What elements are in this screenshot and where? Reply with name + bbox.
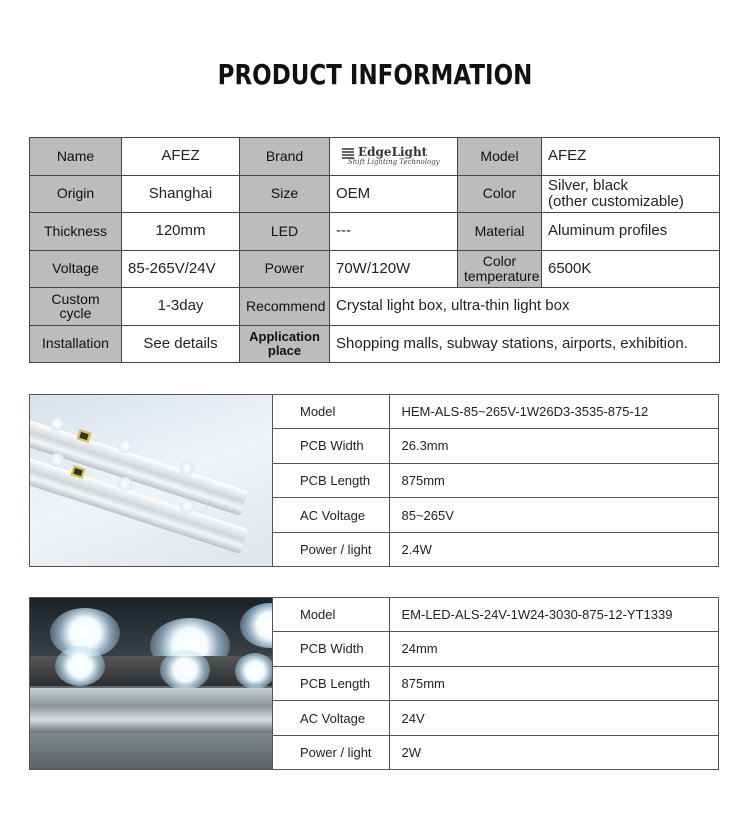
- color-temperature-label: [458, 250, 542, 288]
- spec-value: 85~265V: [389, 498, 718, 533]
- table-row: [273, 598, 718, 632]
- name-label: Name: [30, 138, 122, 176]
- installation-value: See details: [122, 325, 240, 363]
- spec-value: EM-LED-ALS-24V-1W24-3030-875-12-YT1339: [389, 598, 718, 632]
- spec-value: 26.3mm: [389, 429, 718, 464]
- table-row: [273, 429, 718, 464]
- spec-key: PCB Width: [273, 429, 389, 464]
- product-2-photo: [30, 598, 273, 769]
- table-row: [273, 498, 718, 533]
- table-row: [30, 288, 720, 326]
- table-row: [30, 250, 720, 288]
- power-value: 70W/120W: [330, 250, 458, 288]
- application-label-line-2: place: [267, 342, 302, 358]
- thickness-value: 120mm: [122, 213, 240, 251]
- spec-value: HEM-ALS-85~265V-1W26D3-3535-875-12: [389, 395, 718, 429]
- product-1-spec-table: [273, 395, 718, 566]
- color-temp-label-line-1: Color: [482, 253, 517, 270]
- spec-value: 2W: [401, 744, 421, 760]
- spec-key: PCB Width: [273, 632, 389, 667]
- origin-label: Origin: [30, 175, 122, 213]
- spec-key: AC Voltage: [273, 701, 389, 736]
- spec-key: Power / light: [273, 532, 389, 566]
- spec-key: PCB Length: [273, 463, 389, 498]
- voltage-label: Voltage: [30, 250, 122, 288]
- table-row: [273, 632, 718, 667]
- color-label: Color: [458, 175, 542, 213]
- installation-label: Installation: [30, 325, 122, 363]
- table-row: [30, 325, 720, 363]
- application-label-line-1: Application: [249, 329, 320, 345]
- product-info-table: [29, 137, 720, 363]
- name-value: AFEZ: [122, 138, 240, 176]
- application-place-label: [240, 325, 330, 363]
- spec-key: Model: [273, 598, 389, 632]
- table-row: [273, 666, 718, 701]
- spec-value: 24V: [389, 701, 718, 736]
- table-row: [273, 395, 718, 429]
- application-place-value: Shopping malls, subway stations, airports, exhibition.: [330, 325, 720, 363]
- origin-value: Shanghai: [122, 175, 240, 213]
- custom-cycle-label: Custom cycle: [30, 288, 122, 326]
- product-2-spec-table: [273, 598, 718, 769]
- power-label: Power: [240, 250, 330, 288]
- custom-cycle-value: 1-3day: [122, 288, 240, 326]
- recommend-label: Recommend: [240, 288, 330, 326]
- table-row: [30, 213, 720, 251]
- color-temperature-value: 6500K: [542, 250, 720, 288]
- color-value: [542, 175, 720, 213]
- thickness-label: Thickness: [30, 213, 122, 251]
- brand-logo: [330, 138, 458, 176]
- spec-value: 2.4W: [401, 541, 432, 557]
- model-label: Model: [458, 138, 542, 176]
- table-row: [273, 701, 718, 736]
- material-label: Material: [458, 213, 542, 251]
- brand-label: Brand: [240, 138, 330, 176]
- page-title: PRODUCT INFORMATION: [217, 58, 533, 91]
- spec-key: PCB Length: [273, 666, 389, 701]
- color-temp-label-line-2: temperature: [464, 267, 540, 284]
- table-row: [273, 735, 718, 769]
- table-row: [273, 532, 718, 566]
- led-label: LED: [240, 213, 330, 251]
- color-line-2: (other customizable): [548, 192, 684, 210]
- recommend-value: Crystal light box, ultra-thin light box: [330, 288, 720, 326]
- table-row: [30, 138, 720, 176]
- size-label: Size: [240, 175, 330, 213]
- color-line-1: Silver, black: [548, 177, 629, 194]
- led-value: ---: [330, 213, 458, 251]
- brand-logo-tagline: Shift Lighting Technology: [348, 157, 440, 166]
- model-value: AFEZ: [542, 138, 720, 176]
- spec-value: 24mm: [389, 632, 718, 667]
- product-1-panel: [29, 394, 719, 567]
- spec-value: 875mm: [389, 666, 718, 701]
- edgelight-logo-icon: [342, 147, 354, 159]
- voltage-value: 85-265V/24V: [122, 250, 240, 288]
- product-2-panel: [29, 597, 719, 770]
- spec-value: 875mm: [389, 463, 718, 498]
- table-row: [30, 175, 720, 213]
- size-value: OEM: [330, 175, 458, 213]
- spec-key: AC Voltage: [273, 498, 389, 533]
- spec-key: Model: [273, 395, 389, 429]
- brand-logo-name: EdgeLight: [358, 145, 428, 160]
- product-1-photo: [30, 395, 273, 566]
- spec-key: Power / light: [273, 735, 389, 769]
- table-row: [273, 463, 718, 498]
- material-value: Aluminum profiles: [542, 213, 720, 251]
